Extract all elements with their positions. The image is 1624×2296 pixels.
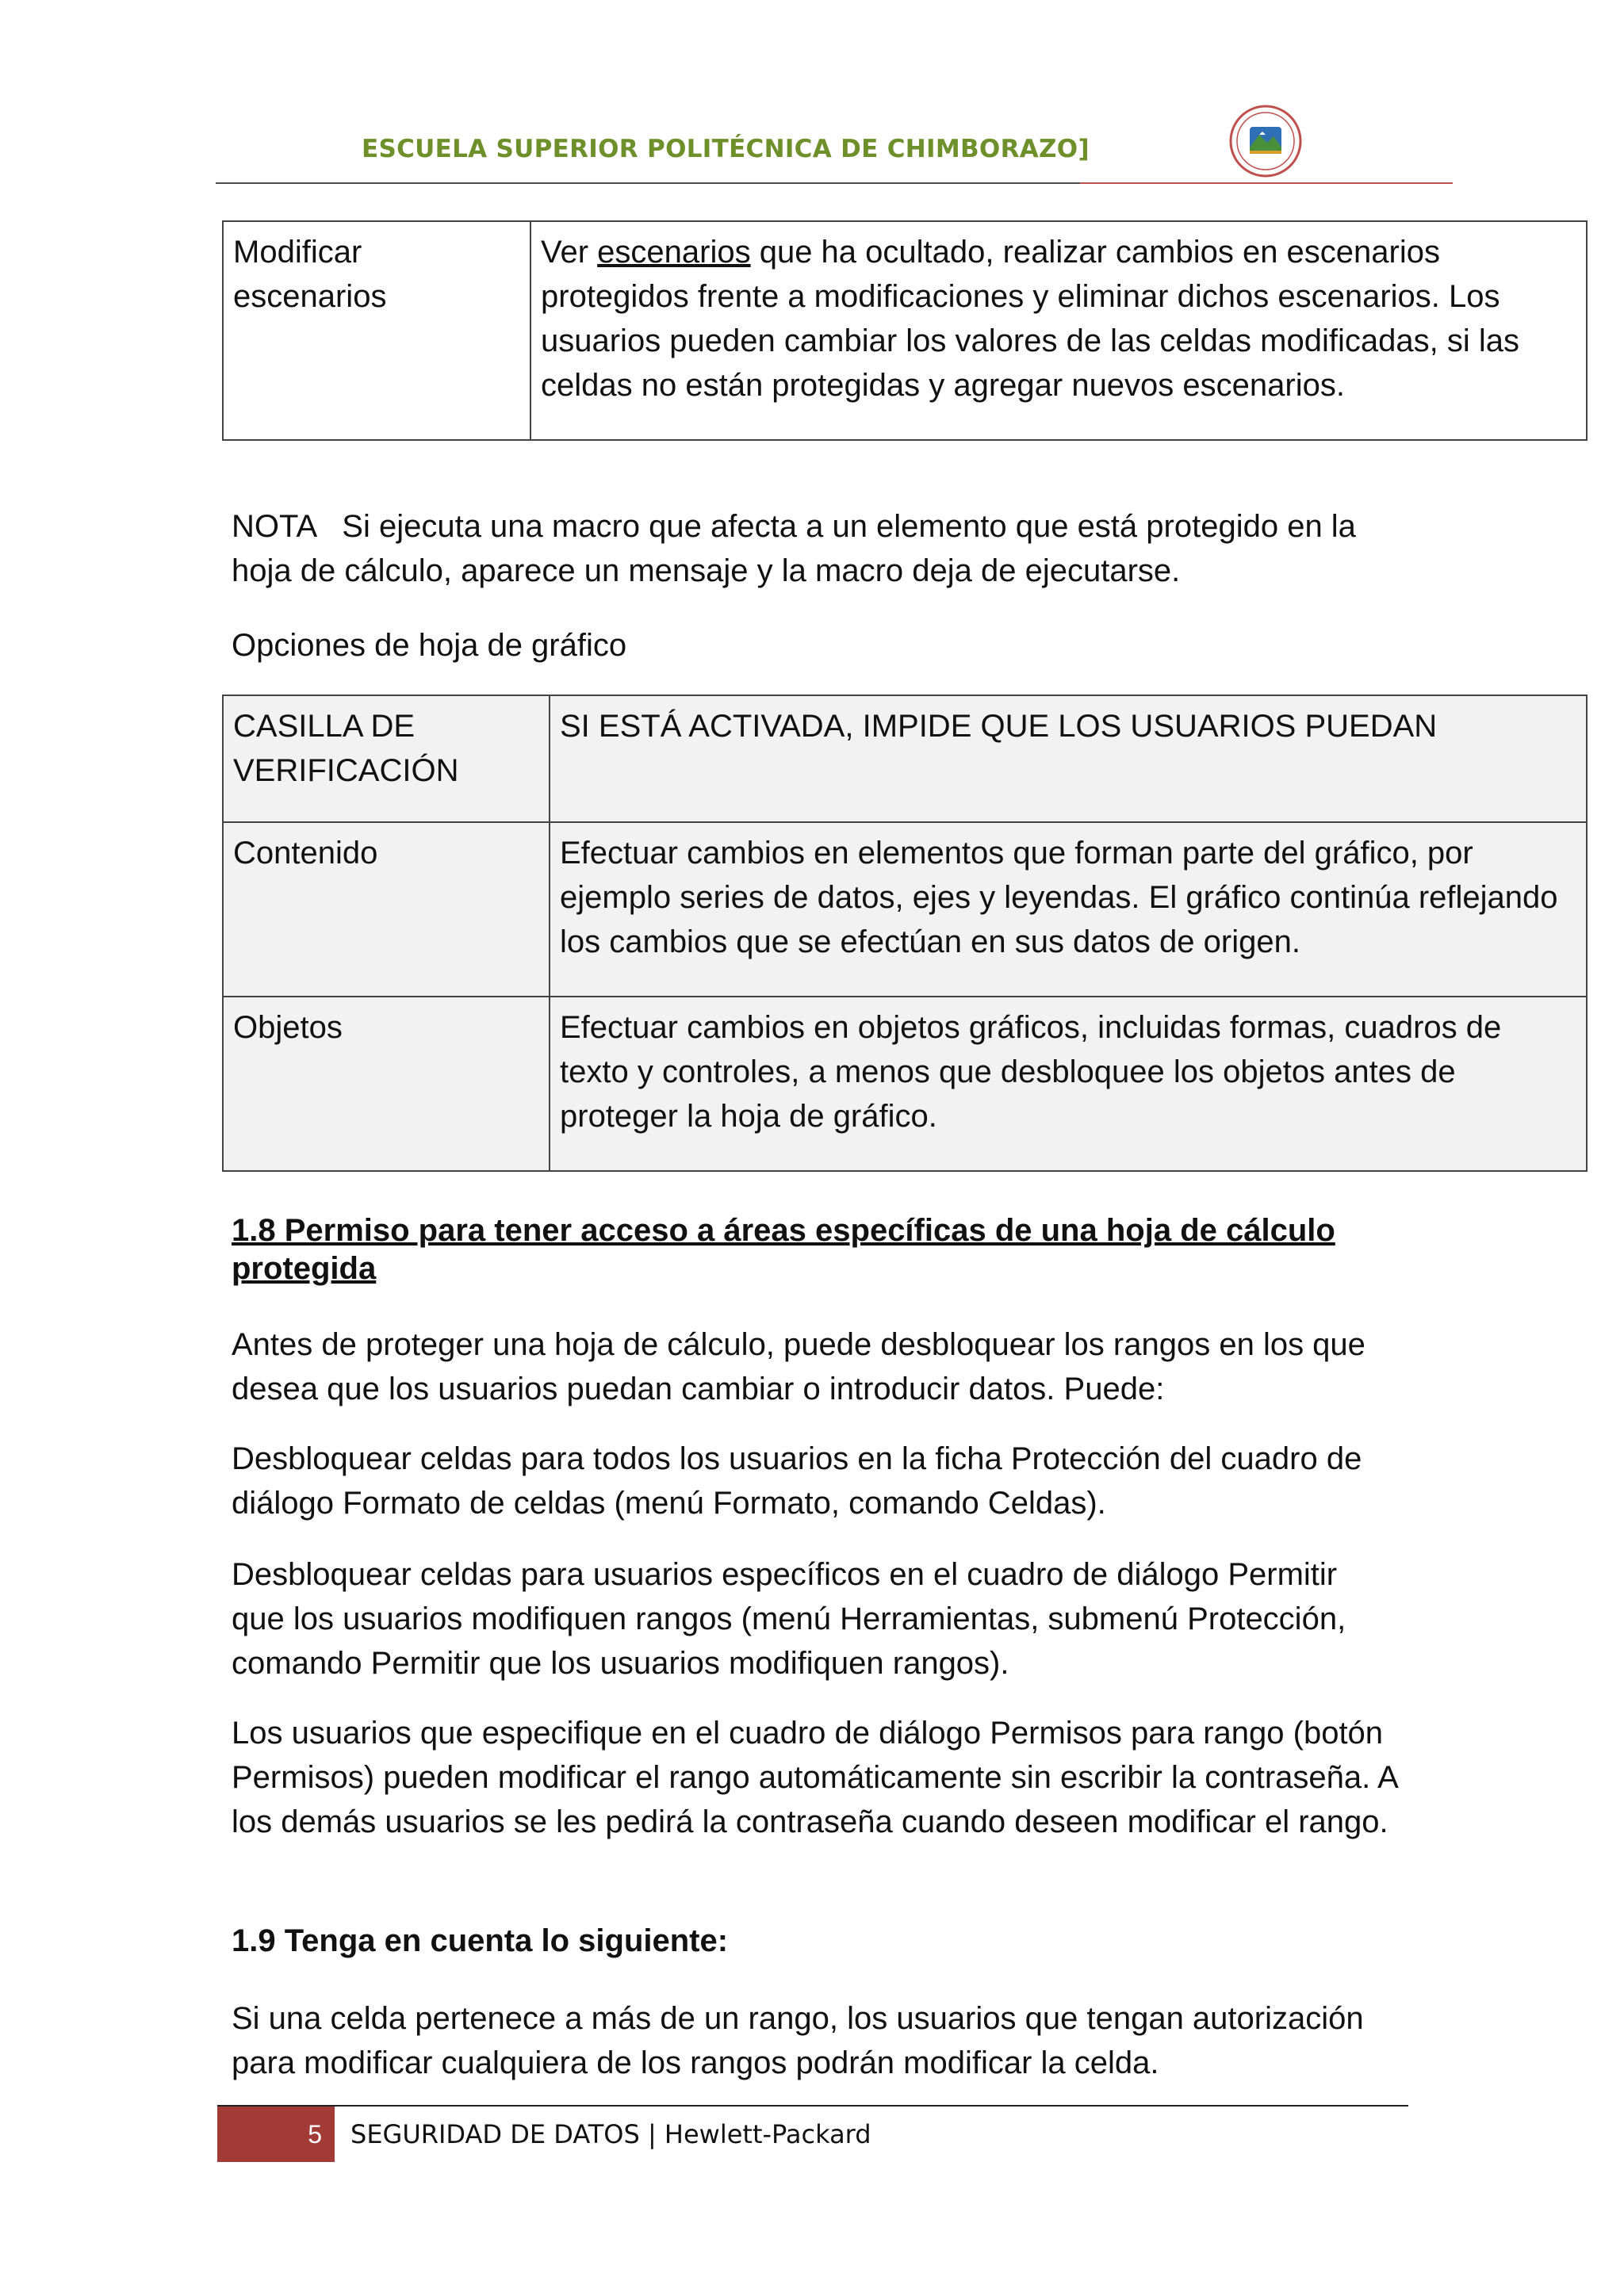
table-header-col2: SI ESTÁ ACTIVADA, IMPIDE QUE LOS USUARIOS PUEDAN — [550, 695, 1587, 822]
section-1-8-paragraph-3: Desbloquear celdas para usuarios específicos en el cuadro de diálogo Permitir que los usuarios modifiquen rangos (menú Herramientas, submenú Protección, comando Permitir que los usuarios modifiquen rangos). — [232, 1557, 1346, 1681]
table-cell-description: Efectuar cambios en objetos gráficos, incluidas formas, cuadros de texto y controles, a menos que desbloquee los objetos antes de proteger la hoja de gráfico. — [550, 997, 1587, 1171]
table-header-row — [223, 695, 1587, 822]
section-1-8-paragraph-1: Antes de proteger una hoja de cálculo, puede desbloquear los rangos en los que desea que los usuarios puedan cambiar o introducir datos. Puede: — [232, 1327, 1365, 1406]
chart-options-table — [222, 695, 1588, 1172]
chart-options-title: Opciones de hoja de gráfico — [232, 628, 627, 663]
scenarios-link[interactable]: escenarios — [597, 235, 751, 270]
table-row — [223, 221, 1587, 440]
note-paragraph: NOTA Si ejecuta una macro que afecta a un elemento que está protegido en la hoja de cálculo, aparece un mensaje y la macro deja de ejecutarse. — [232, 509, 1365, 588]
desc-pre: Ver — [541, 235, 598, 270]
table-cell-label: Contenido — [223, 822, 550, 997]
table-cell-label: Objetos — [223, 997, 550, 1171]
desc-post: que ha ocultado, realizar cambios en escenarios protegidos frente a modificaciones y eliminar dichos escenarios. Los usuarios pueden cambiar los valores de las celdas modificadas, si las celdas no están protegidas y agregar nuevos escenarios. — [541, 235, 1519, 403]
header-title: ESCUELA SUPERIOR POLITÉCNICA DE CHIMBORAZO] — [362, 135, 1090, 163]
table-cell-description — [530, 221, 1587, 440]
section-1-8-paragraph-2: Desbloquear celdas para todos los usuarios en la ficha Protección del cuadro de diálogo Formato de celdas (menú Formato, comando Celdas). — [232, 1441, 1362, 1521]
cell-label-line1: Modificar — [233, 235, 362, 270]
footer-text: SEGURIDAD DE DATOS | Hewlett-Packard — [350, 2119, 871, 2149]
table-header-col1: CASILLA DE VERIFICACIÓN — [223, 695, 550, 822]
section-1-9-paragraph-1: Si una celda pertenece a más de un rango, los usuarios que tengan autorización para modificar cualquiera de los rangos podrán modificar la celda. — [232, 2001, 1364, 2080]
scenarios-table — [222, 220, 1588, 441]
cell-label-line2: escenarios — [233, 279, 387, 314]
espoch-seal-icon — [1228, 103, 1304, 179]
header-rule-accent — [1080, 182, 1453, 184]
section-1-9-heading: 1.9 Tenga en cuenta lo siguiente: — [232, 1923, 729, 1958]
table-row — [223, 997, 1587, 1171]
table-cell-description: Efectuar cambios en elementos que forman parte del gráfico, por ejemplo series de datos, ejes y leyendas. El gráfico continúa reflejando los cambios que se efectúan en sus datos de origen. — [550, 822, 1587, 997]
section-1-8-heading: 1.8 Permiso para tener acceso a áreas específicas de una hoja de cálculo protegida — [232, 1213, 1335, 1286]
table-cell-label — [223, 221, 530, 440]
header-rule — [216, 182, 1080, 184]
page-number: 5 — [217, 2107, 335, 2162]
section-1-8-paragraph-4: Los usuarios que especifique en el cuadro de diálogo Permisos para rango (botón Permisos) pueden modificar el rango automáticamente sin escribir la contraseña. A los demás usuarios se les pedirá la contraseña cuando deseen modificar el rango. — [232, 1716, 1397, 1839]
table-row — [223, 822, 1587, 997]
